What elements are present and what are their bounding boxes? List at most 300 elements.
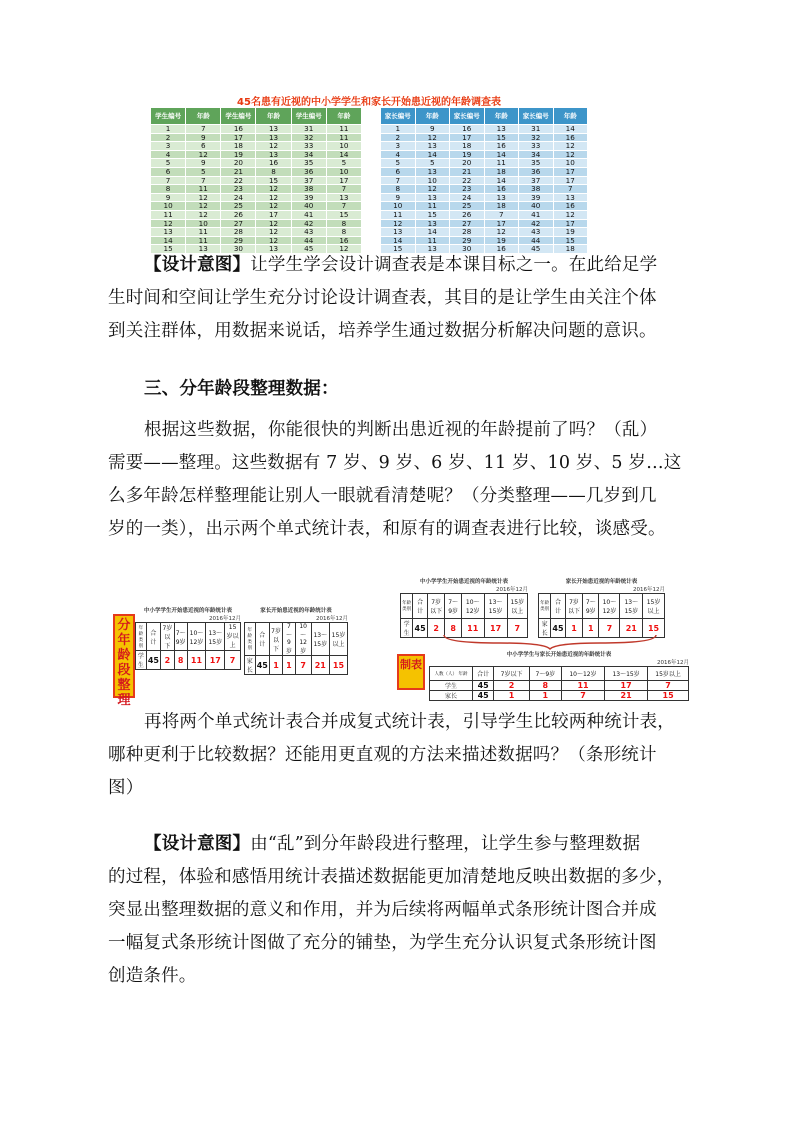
table-cell: 3 [381, 142, 416, 151]
table-row [151, 133, 362, 142]
table-row [381, 159, 588, 168]
table-cell: 16 [484, 142, 519, 151]
stat-value: 8 [529, 681, 561, 691]
table-row [381, 193, 588, 202]
table-cell: 12 [256, 185, 291, 194]
table-cell: 33 [291, 142, 326, 151]
survey-header-cell: 家长编号 [450, 108, 485, 125]
survey-header-cell: 年龄 [484, 108, 519, 125]
stat-value: 17 [484, 619, 507, 638]
student-stat-title: 中小学学生开始患近视的年龄统计表 [143, 608, 232, 614]
table-cell: 10 [326, 142, 361, 151]
table-cell: 8 [326, 219, 361, 228]
table-cell: 4 [151, 150, 186, 159]
table-cell: 24 [450, 193, 485, 202]
total-header: 合计 [473, 667, 494, 681]
table-row [151, 228, 362, 237]
table-cell: 13 [484, 193, 519, 202]
table-cell: 12 [553, 150, 588, 159]
table-cell: 16 [484, 245, 519, 254]
table-cell: 16 [553, 202, 588, 211]
table-cell: 15 [381, 245, 416, 254]
age-group-header: 15岁以上 [329, 623, 347, 656]
stat-value: 21 [620, 619, 643, 638]
age-group-header: 7～9岁 [445, 594, 461, 619]
table-cell: 13 [381, 228, 416, 237]
merge-brace [440, 633, 660, 651]
table-cell: 12 [415, 185, 450, 194]
parent-stat-date: 2016年12月 [316, 616, 348, 622]
table-cell: 5 [186, 167, 221, 176]
stat-value: 11 [187, 651, 206, 670]
table-cell: 43 [519, 228, 554, 237]
survey-header-cell: 学生编号 [291, 108, 326, 125]
table-cell: 18 [450, 142, 485, 151]
age-group-header: 15岁以上 [507, 594, 527, 619]
student-stat-date: 2016年12月 [209, 616, 241, 622]
para2-line3: 么多年龄怎样整理能让别人一眼就看清楚呢？（分类整理——几岁到几 [108, 486, 657, 506]
stat-value: 45 [551, 619, 566, 638]
row-label: 家长 [245, 656, 256, 675]
table-cell: 33 [519, 142, 554, 151]
table-cell: 31 [519, 125, 554, 134]
table-row [151, 142, 362, 151]
table-cell: 15 [256, 176, 291, 185]
table-cell: 26 [450, 210, 485, 219]
para1-line3: 到关注群体，用数据来说话，培养学生通过数据分析解决问题的意识。 [108, 321, 657, 341]
table-row [381, 142, 588, 151]
row-label: 学生 [430, 681, 473, 691]
age-group-header: 7岁以下 [565, 594, 582, 619]
row-label: 家长 [539, 619, 551, 638]
table-cell: 13 [256, 125, 291, 134]
table-cell: 12 [326, 245, 361, 254]
student-stat-title: 中小学学生开始患近视的年龄统计表 [419, 579, 508, 585]
para4-line3: 突显出整理数据的意义和作用，并为后续将两幅单式条形统计图合并成 [108, 900, 657, 920]
table-row [381, 202, 588, 211]
table-cell: 6 [381, 167, 416, 176]
survey-header-cell: 学生编号 [151, 108, 186, 125]
table-cell: 12 [186, 202, 221, 211]
table-row [381, 185, 588, 194]
stat-value: 45 [473, 691, 494, 701]
table-cell: 19 [221, 150, 256, 159]
table-cell: 31 [291, 125, 326, 134]
table-cell: 42 [519, 219, 554, 228]
table-cell: 28 [450, 228, 485, 237]
table-cell: 9 [415, 125, 450, 134]
table-row [151, 185, 362, 194]
survey-title: 45名患有近视的中小学学生和家长开始患近视的年龄调查表 [237, 97, 501, 108]
table-cell: 11 [415, 202, 450, 211]
table-cell: 12 [256, 142, 291, 151]
table-cell: 34 [291, 150, 326, 159]
table-cell: 15 [553, 236, 588, 245]
table-cell: 8 [326, 228, 361, 237]
survey-header-cell: 年龄 [256, 108, 291, 125]
design-intent-label: 【设计意图】 [144, 255, 251, 275]
table-cell: 5 [151, 159, 186, 168]
student-survey-table [150, 107, 362, 254]
stat-value: 7 [295, 656, 311, 675]
age-group-header: 7岁以下 [269, 623, 282, 656]
table-row [151, 193, 362, 202]
student-stat-table [135, 622, 241, 670]
table-cell: 27 [221, 219, 256, 228]
section-heading [108, 373, 686, 406]
table-cell: 13 [256, 150, 291, 159]
table-cell: 13 [256, 133, 291, 142]
table-cell: 22 [221, 176, 256, 185]
table-cell: 12 [256, 202, 291, 211]
table-cell: 17 [256, 210, 291, 219]
stat-value: 1 [269, 656, 282, 675]
table-cell: 13 [415, 167, 450, 176]
stat-value: 15 [329, 656, 347, 675]
table-cell: 21 [450, 167, 485, 176]
parent-stat-title: 家长开始患近视的年龄统计表 [565, 579, 638, 585]
stat-value: 1 [529, 691, 561, 701]
parent-stat-title: 家长开始患近视的年龄统计表 [260, 608, 332, 614]
student-stat-table [400, 593, 528, 638]
age-group-header: 15岁以上 [648, 667, 689, 681]
age-group-label: 分年龄段整理 [113, 614, 135, 698]
stat-value: 7 [561, 691, 604, 701]
table-cell: 10 [326, 167, 361, 176]
corner-cell: 年龄 类别 [401, 594, 413, 619]
corner-cell: 年龄 类别 [136, 623, 147, 651]
table-cell: 12 [484, 228, 519, 237]
table-cell: 17 [553, 167, 588, 176]
table-row [381, 150, 588, 159]
table-cell: 9 [151, 193, 186, 202]
stat-value: 2 [494, 681, 529, 691]
table-cell: 14 [415, 150, 450, 159]
table-cell: 44 [519, 236, 554, 245]
stat-value: 1 [283, 656, 296, 675]
age-group-header: 13～15岁 [620, 594, 643, 619]
para3-line2: 哪种更利于比较数据？还能用更直观的方法来描述数据吗？（条形统计 [108, 745, 657, 765]
table-cell: 38 [519, 185, 554, 194]
survey-header-cell: 年龄 [326, 108, 361, 125]
stat-value: 1 [565, 619, 582, 638]
table-cell: 41 [519, 210, 554, 219]
table-cell: 7 [484, 210, 519, 219]
table-cell: 34 [519, 150, 554, 159]
table-row [381, 167, 588, 176]
para2-line1: 根据这些数据，你能很快的判断出患近视的年龄提前了吗？（乱） [144, 420, 658, 440]
combined-stat-title: 中小学学生与家长开始患近视的年龄统计表 [506, 652, 612, 658]
table-cell: 18 [484, 167, 519, 176]
stat-value: 7 [648, 681, 689, 691]
total-header: 合计 [146, 623, 160, 651]
table-cell: 7 [151, 176, 186, 185]
table-cell: 6 [186, 142, 221, 151]
stat-value: 2 [427, 619, 445, 638]
survey-header-cell: 年龄 [186, 108, 221, 125]
table-cell: 45 [519, 245, 554, 254]
total-header: 合计 [551, 594, 566, 619]
age-group-header: 10～12岁 [187, 623, 206, 651]
age-group-header: 7岁以下 [161, 623, 175, 651]
total-header: 合计 [413, 594, 428, 619]
age-group-header: 15岁以上 [643, 594, 665, 619]
table-cell: 17 [484, 219, 519, 228]
table-cell: 13 [186, 245, 221, 254]
table-cell: 11 [484, 159, 519, 168]
survey-image [148, 93, 590, 254]
table-cell: 16 [221, 125, 256, 134]
table-cell: 14 [484, 176, 519, 185]
row-label: 学生 [401, 619, 413, 638]
stat-value: 45 [146, 651, 160, 670]
table-cell: 1 [151, 125, 186, 134]
table-cell: 35 [291, 159, 326, 168]
survey-header-row [381, 108, 588, 125]
table-cell: 36 [519, 167, 554, 176]
table-cell: 11 [381, 210, 416, 219]
design-intent-paragraph-2 [108, 828, 686, 993]
table-cell: 20 [221, 159, 256, 168]
table-cell: 11 [186, 185, 221, 194]
table-cell: 18 [553, 245, 588, 254]
age-group-header: 13～15岁 [605, 667, 648, 681]
table-cell: 14 [381, 236, 416, 245]
table-row [381, 228, 588, 237]
age-group-header: 7～9岁 [583, 594, 599, 619]
para2-line4: 岁的一类），出示两个单式统计表，和原有的调查表进行比较，谈感受。 [108, 519, 666, 539]
table-cell: 4 [381, 150, 416, 159]
table-cell: 6 [151, 167, 186, 176]
student-stat-table-image [135, 606, 241, 670]
age-group-header: 13～15岁 [484, 594, 507, 619]
table-row [151, 167, 362, 176]
corner-cell: 人数（人） 年龄 [430, 667, 473, 681]
table-row [151, 202, 362, 211]
stat-value: 8 [174, 651, 187, 670]
table-cell: 27 [450, 219, 485, 228]
para3-line3: 图） [108, 778, 144, 798]
table-row [151, 236, 362, 245]
table-cell: 15 [415, 210, 450, 219]
stat-value: 17 [605, 681, 648, 691]
stat-value: 2 [161, 651, 175, 670]
table-cell: 10 [415, 176, 450, 185]
table-cell: 14 [151, 236, 186, 245]
table-row [151, 125, 362, 134]
table-cell: 2 [381, 133, 416, 142]
table-cell: 10 [553, 159, 588, 168]
table-cell: 7 [326, 185, 361, 194]
stat-value: 7 [507, 619, 527, 638]
table-cell: 32 [519, 133, 554, 142]
parent-stat-date: 2016年12月 [633, 587, 665, 593]
total-header: 合计 [255, 623, 269, 656]
table-cell: 12 [256, 236, 291, 245]
stat-value: 15 [648, 691, 689, 701]
table-cell: 12 [151, 219, 186, 228]
paragraph-3 [108, 706, 686, 805]
table-cell: 5 [415, 159, 450, 168]
para4-line2: 的过程，体验和感悟用统计表描述数据能更加清楚地反映出数据的多少， [108, 867, 675, 887]
table-cell: 9 [381, 193, 416, 202]
age-group-header: 10～12岁 [599, 594, 620, 619]
survey-header-cell: 年龄 [415, 108, 450, 125]
table-cell: 14 [326, 150, 361, 159]
table-cell: 15 [151, 245, 186, 254]
table-cell: 17 [326, 176, 361, 185]
table-cell: 16 [450, 125, 485, 134]
table-cell: 19 [484, 236, 519, 245]
table-cell: 11 [326, 125, 361, 134]
para2-line2: 需要——整理。这些数据有 7 岁、9 岁、6 岁、11 岁、10 岁、5 岁…这 [108, 453, 682, 473]
table-cell: 12 [186, 210, 221, 219]
table-cell: 13 [256, 245, 291, 254]
paragraph-2 [108, 414, 686, 546]
design-intent-label: 【设计意图】 [144, 834, 251, 854]
section-heading-text: 三、分年龄段整理数据： [144, 379, 339, 399]
stat-value: 45 [255, 656, 269, 675]
table-cell: 7 [553, 185, 588, 194]
table-row [151, 219, 362, 228]
para4-line5: 创造条件。 [108, 966, 197, 986]
parent-stat-table [538, 593, 665, 638]
table-cell: 18 [221, 142, 256, 151]
table-cell: 13 [484, 125, 519, 134]
table-cell: 14 [553, 125, 588, 134]
parent-survey-table [380, 107, 588, 254]
age-group-header: 7～9岁 [174, 623, 187, 651]
table-cell: 17 [221, 133, 256, 142]
table-cell: 12 [553, 142, 588, 151]
parent-stat-table [244, 622, 348, 675]
table-cell: 37 [291, 176, 326, 185]
table-row [381, 133, 588, 142]
table-cell: 12 [186, 150, 221, 159]
table-cell: 42 [291, 219, 326, 228]
stat-value: 11 [461, 619, 484, 638]
table-cell: 17 [553, 176, 588, 185]
table-cell: 8 [381, 185, 416, 194]
table-cell: 30 [450, 245, 485, 254]
table-cell: 16 [256, 159, 291, 168]
table-cell: 40 [291, 202, 326, 211]
corner-cell: 年龄 类别 [245, 623, 256, 656]
table-cell: 9 [186, 159, 221, 168]
table-cell: 13 [415, 193, 450, 202]
stat-value: 1 [494, 691, 529, 701]
table-cell: 10 [151, 202, 186, 211]
table-cell: 35 [519, 159, 554, 168]
table-cell: 11 [151, 210, 186, 219]
age-group-header: 7～9岁 [529, 667, 561, 681]
table-cell: 10 [381, 202, 416, 211]
stat-value: 8 [445, 619, 461, 638]
table-cell: 5 [381, 159, 416, 168]
row-label: 家长 [430, 691, 473, 701]
table-cell: 22 [450, 176, 485, 185]
stat-value: 11 [561, 681, 604, 691]
table-row [381, 210, 588, 219]
table-cell: 11 [186, 236, 221, 245]
table-cell: 17 [450, 133, 485, 142]
table-cell: 2 [151, 133, 186, 142]
table-row [151, 210, 362, 219]
table-cell: 21 [221, 167, 256, 176]
parent-stat-table-image-right [538, 577, 665, 638]
age-group-header: 15岁以上 [226, 624, 239, 649]
table-cell: 45 [291, 245, 326, 254]
table-cell: 12 [256, 193, 291, 202]
survey-header-cell: 学生编号 [221, 108, 256, 125]
stat-value: 1 [583, 619, 599, 638]
age-group-header: 13～15岁 [311, 623, 329, 656]
table-cell: 44 [291, 236, 326, 245]
table-cell: 12 [381, 219, 416, 228]
stat-value: 21 [605, 691, 648, 701]
table-row [151, 159, 362, 168]
table-cell: 13 [151, 228, 186, 237]
table-cell: 28 [221, 228, 256, 237]
table-cell: 26 [221, 210, 256, 219]
table-row [151, 150, 362, 159]
stat-value: 15 [643, 619, 665, 638]
table-cell: 15 [326, 210, 361, 219]
combined-stat-table [429, 666, 689, 701]
stat-value: 7 [225, 651, 241, 670]
table-cell: 37 [519, 176, 554, 185]
para1-line2: 生时间和空间让学生充分讨论设计调查表，其目的是让学生由关注个体 [108, 288, 657, 308]
table-cell: 39 [519, 193, 554, 202]
stat-value: 17 [206, 651, 225, 670]
table-cell: 12 [415, 133, 450, 142]
student-stat-table-image-right [400, 577, 528, 638]
para4-line1: 由“乱”到分年龄段进行整理，让学生参与整理数据 [250, 834, 641, 854]
tabulate-label: 制表 [397, 654, 425, 690]
stat-value: 7 [599, 619, 620, 638]
table-cell: 14 [415, 228, 450, 237]
age-group-header: 13～15岁 [206, 623, 225, 651]
row-label: 学生 [136, 651, 147, 670]
table-cell: 38 [291, 185, 326, 194]
table-cell: 19 [553, 228, 588, 237]
stat-value: 45 [473, 681, 494, 691]
table-row [381, 219, 588, 228]
design-intent-paragraph-1 [108, 249, 686, 348]
survey-header-cell: 年龄 [553, 108, 588, 125]
survey-header-cell: 家长编号 [381, 108, 416, 125]
table-cell: 29 [450, 236, 485, 245]
table-cell: 25 [450, 202, 485, 211]
table-cell: 13 [415, 142, 450, 151]
age-group-header: 7岁以下 [427, 594, 445, 619]
parent-stat-table-image [244, 606, 348, 675]
table-cell: 13 [415, 219, 450, 228]
survey-header-row [151, 108, 362, 125]
student-stat-date: 2016年12月 [496, 587, 528, 593]
table-cell: 32 [291, 133, 326, 142]
table-cell: 12 [553, 210, 588, 219]
table-cell: 7 [326, 202, 361, 211]
table-cell: 40 [519, 202, 554, 211]
table-cell: 8 [256, 167, 291, 176]
table-row [151, 176, 362, 185]
survey-header-cell: 家长编号 [519, 108, 554, 125]
table-cell: 12 [186, 193, 221, 202]
table-cell: 14 [484, 150, 519, 159]
table-cell: 30 [221, 245, 256, 254]
table-cell: 16 [553, 133, 588, 142]
